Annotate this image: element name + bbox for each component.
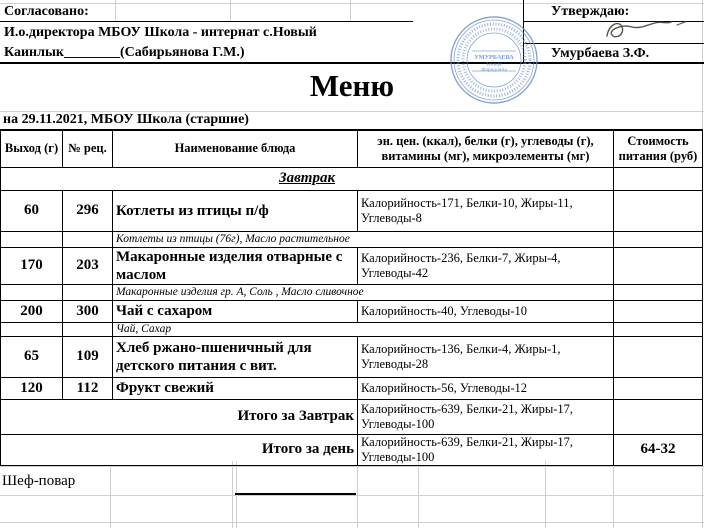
nutrition-info: Калорийность-40, Углеводы-10 bbox=[358, 300, 614, 322]
chef-signature-line bbox=[235, 493, 356, 495]
totals-cost: 64-32 bbox=[614, 434, 703, 465]
table-header-row bbox=[1, 130, 703, 167]
empty-cell bbox=[614, 167, 703, 190]
recipe-number: 203 bbox=[63, 247, 113, 284]
table-row bbox=[1, 336, 703, 377]
gridline bbox=[702, 0, 703, 129]
section-title bbox=[1, 167, 614, 190]
col-header-recipe: № рец. bbox=[63, 130, 113, 167]
stamp-firstname: Зенифе bbox=[485, 61, 503, 68]
empty-cell bbox=[1, 231, 63, 247]
totals-row-breakfast bbox=[1, 399, 703, 434]
totals-cost bbox=[614, 399, 703, 434]
table-row bbox=[1, 190, 703, 231]
output-value: 200 bbox=[1, 300, 63, 322]
ingredients-row bbox=[1, 231, 703, 247]
recipe-number: 109 bbox=[63, 336, 113, 377]
section-title-text: Завтрак bbox=[278, 170, 336, 186]
totals-nutrition: Калорийность-639, Белки-21, Жиры-17, Углеводы-100 bbox=[358, 434, 614, 465]
output-value: 65 bbox=[1, 336, 63, 377]
totals-row-day bbox=[1, 434, 703, 465]
gridline bbox=[0, 466, 704, 467]
col-header-output: Выход (г) bbox=[1, 130, 63, 167]
agreed-director-line: И.о.директора МБОУ Школа - интернат с.Новый bbox=[4, 25, 317, 40]
ingredients-text: Котлеты из птицы (76г), Масло растительное bbox=[113, 231, 614, 247]
page-title: Меню bbox=[309, 68, 395, 103]
col-header-cost: Стоимость питания (руб) bbox=[614, 130, 703, 167]
totals-nutrition: Калорийность-639, Белки-21, Жиры-17, Углеводы-100 bbox=[358, 399, 614, 434]
dish-name: Фрукт свежий bbox=[113, 377, 358, 399]
stamp-patronymic: Фаридовна bbox=[481, 67, 507, 73]
ingredients-row bbox=[1, 322, 703, 336]
menu-date-subtitle: на 29.11.2021, МБОУ Школа (старшие) bbox=[3, 112, 249, 127]
ingredients-text: Чай, Сахар bbox=[113, 322, 614, 336]
dish-name: Хлеб ржано-пшеничный для детского питания с вит. bbox=[113, 336, 358, 377]
signature-scribble bbox=[595, 16, 700, 44]
section-row-breakfast bbox=[1, 167, 703, 190]
agreed-signature-line: Каинлык________(Сабирьянова Г.М.) bbox=[4, 45, 245, 60]
empty-cell bbox=[63, 231, 113, 247]
nutrition-info: Калорийность-136, Белки-4, Жиры-1, Углеводы-28 bbox=[358, 336, 614, 377]
dish-name: Макаронные изделия отварные с маслом bbox=[113, 247, 358, 284]
recipe-number: 296 bbox=[63, 190, 113, 231]
gridline bbox=[545, 461, 546, 528]
gridline bbox=[702, 461, 703, 528]
empty-cell bbox=[1, 284, 63, 300]
gridline bbox=[418, 461, 419, 528]
cost-cell bbox=[614, 190, 703, 231]
gridline bbox=[0, 522, 704, 523]
empty-cell bbox=[614, 231, 703, 247]
empty-cell bbox=[63, 284, 113, 300]
cost-cell bbox=[614, 336, 703, 377]
ingredients-text: Макаронные изделия гр. А, Соль , Масло сливочное bbox=[113, 284, 614, 300]
ingredients-row bbox=[1, 284, 703, 300]
output-value: 60 bbox=[1, 190, 63, 231]
cost-cell bbox=[614, 300, 703, 322]
table-row bbox=[1, 377, 703, 399]
output-value: 120 bbox=[1, 377, 63, 399]
gridline bbox=[110, 466, 111, 528]
table-row bbox=[1, 300, 703, 322]
gridline bbox=[350, 0, 351, 21]
totals-label: Итого за Завтрак bbox=[1, 399, 358, 434]
table-row bbox=[1, 247, 703, 284]
gridline bbox=[115, 0, 116, 21]
totals-label: Итого за день bbox=[1, 434, 358, 465]
empty-cell bbox=[614, 322, 703, 336]
output-value: 170 bbox=[1, 247, 63, 284]
recipe-number: 300 bbox=[63, 300, 113, 322]
chef-label: Шеф-повар bbox=[2, 473, 76, 489]
col-header-nutrition: эн. цен. (ккал), белки (г), углеводы (г), витамины (мг), микроэлементы (мг) bbox=[358, 130, 614, 167]
cost-cell bbox=[614, 377, 703, 399]
approved-label: Утверждаю: bbox=[551, 4, 630, 19]
recipe-number: 112 bbox=[63, 377, 113, 399]
dish-name: Чай с сахаром bbox=[113, 300, 358, 322]
dish-name: Котлеты из птицы п/ф bbox=[113, 190, 358, 231]
gridline bbox=[232, 461, 233, 528]
empty-cell bbox=[1, 322, 63, 336]
nutrition-info: Калорийность-236, Белки-7, Жиры-4, Углеводы-42 bbox=[358, 247, 614, 284]
divider bbox=[0, 21, 413, 22]
agreed-label: Согласовано: bbox=[4, 4, 89, 19]
gridline bbox=[357, 461, 358, 528]
empty-cell bbox=[63, 322, 113, 336]
gridline bbox=[0, 495, 704, 496]
approver-name: Умурбаева З.Ф. bbox=[551, 46, 650, 61]
gridline bbox=[230, 0, 231, 21]
stamp-surname: УМУРБАЕВА bbox=[474, 54, 514, 61]
nutrition-info: Калорийность-56, Углеводы-12 bbox=[358, 377, 614, 399]
empty-cell bbox=[614, 284, 703, 300]
col-header-dish: Наименование блюда bbox=[113, 130, 358, 167]
nutrition-info: Калорийность-171, Белки-10, Жиры-11, Углеводы-8 bbox=[358, 190, 614, 231]
menu-table bbox=[0, 129, 703, 466]
gridline bbox=[613, 461, 614, 528]
cost-cell bbox=[614, 247, 703, 284]
